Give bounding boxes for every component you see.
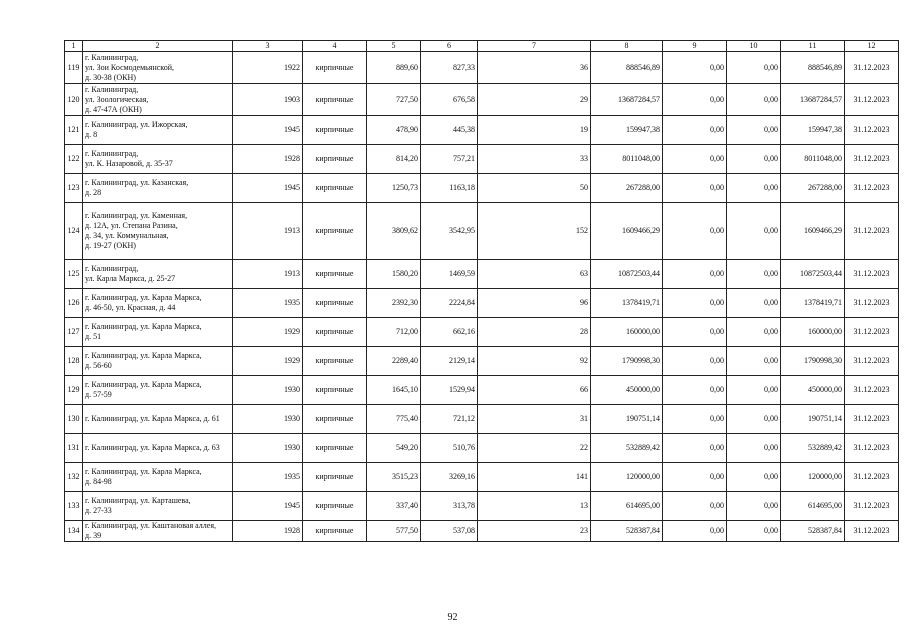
residents-cell: 36	[478, 52, 591, 84]
amount-total-cell: 8011048,00	[781, 145, 845, 174]
amount-cell: 0,00	[727, 52, 781, 84]
amount-total-cell: 1790998,30	[781, 347, 845, 376]
row-number: 124	[65, 203, 83, 260]
date-cell: 31.12.2023	[845, 405, 899, 434]
area-total-cell: 3515,23	[367, 463, 421, 492]
column-header: 10	[727, 41, 781, 52]
table-row	[65, 463, 899, 492]
amount-total-cell: 267288,00	[781, 174, 845, 203]
year-cell: 1913	[233, 260, 303, 289]
material-cell: кирпичные	[303, 52, 367, 84]
table-row	[65, 347, 899, 376]
amount-cell: 0,00	[727, 463, 781, 492]
area-total-cell: 814,20	[367, 145, 421, 174]
amount-cell: 0,00	[663, 347, 727, 376]
row-number: 123	[65, 174, 83, 203]
amount-total-cell: 159947,38	[781, 116, 845, 145]
area-living-cell: 445,38	[421, 116, 478, 145]
amount-cell: 0,00	[663, 318, 727, 347]
date-cell: 31.12.2023	[845, 318, 899, 347]
row-number: 131	[65, 434, 83, 463]
date-cell: 31.12.2023	[845, 52, 899, 84]
material-cell: кирпичные	[303, 260, 367, 289]
area-total-cell: 478,90	[367, 116, 421, 145]
amount-cell: 0,00	[663, 521, 727, 542]
row-number: 129	[65, 376, 83, 405]
table-row	[65, 84, 899, 116]
row-number: 127	[65, 318, 83, 347]
amount-cell: 13687284,57	[591, 84, 663, 116]
amount-cell: 0,00	[727, 203, 781, 260]
column-header: 11	[781, 41, 845, 52]
amount-cell: 0,00	[663, 289, 727, 318]
row-number: 122	[65, 145, 83, 174]
amount-cell: 0,00	[663, 145, 727, 174]
area-total-cell: 1580,20	[367, 260, 421, 289]
amount-cell: 528387,84	[591, 521, 663, 542]
column-header: 9	[663, 41, 727, 52]
amount-cell: 0,00	[663, 463, 727, 492]
area-total-cell: 1250,73	[367, 174, 421, 203]
amount-cell: 0,00	[663, 116, 727, 145]
residents-cell: 23	[478, 521, 591, 542]
residents-cell: 13	[478, 492, 591, 521]
table-row	[65, 52, 899, 84]
material-cell: кирпичные	[303, 463, 367, 492]
table-row	[65, 521, 899, 542]
row-number: 125	[65, 260, 83, 289]
date-cell: 31.12.2023	[845, 434, 899, 463]
amount-total-cell: 1609466,29	[781, 203, 845, 260]
year-cell: 1935	[233, 289, 303, 318]
column-header: 12	[845, 41, 899, 52]
table-row	[65, 289, 899, 318]
amount-total-cell: 190751,14	[781, 405, 845, 434]
amount-total-cell: 120000,00	[781, 463, 845, 492]
column-header: 7	[478, 41, 591, 52]
row-number: 121	[65, 116, 83, 145]
row-number: 132	[65, 463, 83, 492]
date-cell: 31.12.2023	[845, 463, 899, 492]
amount-cell: 0,00	[727, 174, 781, 203]
material-cell: кирпичные	[303, 203, 367, 260]
amount-cell: 1790998,30	[591, 347, 663, 376]
amount-cell: 267288,00	[591, 174, 663, 203]
table-row	[65, 405, 899, 434]
residents-cell: 63	[478, 260, 591, 289]
row-number: 128	[65, 347, 83, 376]
residents-cell: 29	[478, 84, 591, 116]
year-cell: 1945	[233, 492, 303, 521]
amount-cell: 0,00	[727, 376, 781, 405]
area-living-cell: 662,16	[421, 318, 478, 347]
residents-cell: 33	[478, 145, 591, 174]
amount-cell: 0,00	[727, 84, 781, 116]
column-header: 5	[367, 41, 421, 52]
table-row	[65, 145, 899, 174]
amount-cell: 0,00	[727, 405, 781, 434]
row-number: 134	[65, 521, 83, 542]
amount-cell: 0,00	[727, 492, 781, 521]
table-row	[65, 203, 899, 260]
amount-total-cell: 10872503,44	[781, 260, 845, 289]
area-total-cell: 727,50	[367, 84, 421, 116]
amount-cell: 0,00	[663, 376, 727, 405]
date-cell: 31.12.2023	[845, 84, 899, 116]
year-cell: 1945	[233, 174, 303, 203]
area-living-cell: 676,58	[421, 84, 478, 116]
material-cell: кирпичные	[303, 84, 367, 116]
year-cell: 1928	[233, 145, 303, 174]
area-living-cell: 3542,95	[421, 203, 478, 260]
area-living-cell: 1163,18	[421, 174, 478, 203]
amount-cell: 0,00	[663, 405, 727, 434]
area-living-cell: 313,78	[421, 492, 478, 521]
address-cell: г. Калининград, ул. Карла Маркса, д. 61	[83, 405, 233, 434]
amount-total-cell: 532889,42	[781, 434, 845, 463]
amount-cell: 120000,00	[591, 463, 663, 492]
amount-total-cell: 450000,00	[781, 376, 845, 405]
year-cell: 1913	[233, 203, 303, 260]
amount-cell: 614695,00	[591, 492, 663, 521]
amount-cell: 0,00	[727, 521, 781, 542]
amount-cell: 0,00	[663, 84, 727, 116]
address-cell: г. Калининград, ул. Карла Маркса, д. 57-59	[83, 376, 233, 405]
amount-cell: 10872503,44	[591, 260, 663, 289]
date-cell: 31.12.2023	[845, 289, 899, 318]
material-cell: кирпичные	[303, 376, 367, 405]
row-number: 126	[65, 289, 83, 318]
date-cell: 31.12.2023	[845, 203, 899, 260]
material-cell: кирпичные	[303, 492, 367, 521]
year-cell: 1945	[233, 116, 303, 145]
table-row	[65, 492, 899, 521]
amount-cell: 1378419,71	[591, 289, 663, 318]
residents-cell: 50	[478, 174, 591, 203]
year-cell: 1922	[233, 52, 303, 84]
column-header: 1	[65, 41, 83, 52]
address-cell: г. Калининград, ул. Карла Маркса, д. 63	[83, 434, 233, 463]
address-cell: г. Калининград, ул. Карла Маркса, д. 25-27	[83, 260, 233, 289]
address-cell: г. Калининград, ул. Зои Космодемьянской, д. 30-38 (ОКН)	[83, 52, 233, 84]
area-total-cell: 2289,40	[367, 347, 421, 376]
residents-cell: 96	[478, 289, 591, 318]
residents-cell: 22	[478, 434, 591, 463]
amount-cell: 1609466,29	[591, 203, 663, 260]
table-row	[65, 318, 899, 347]
table-row	[65, 174, 899, 203]
area-total-cell: 889,60	[367, 52, 421, 84]
year-cell: 1935	[233, 463, 303, 492]
amount-cell: 0,00	[727, 260, 781, 289]
residents-cell: 66	[478, 376, 591, 405]
material-cell: кирпичные	[303, 347, 367, 376]
column-header: 6	[421, 41, 478, 52]
amount-cell: 0,00	[663, 492, 727, 521]
table-row	[65, 116, 899, 145]
amount-cell: 450000,00	[591, 376, 663, 405]
amount-cell: 160000,00	[591, 318, 663, 347]
material-cell: кирпичные	[303, 145, 367, 174]
area-living-cell: 510,76	[421, 434, 478, 463]
residents-cell: 31	[478, 405, 591, 434]
row-number: 119	[65, 52, 83, 84]
residents-cell: 141	[478, 463, 591, 492]
date-cell: 31.12.2023	[845, 347, 899, 376]
area-living-cell: 1529,94	[421, 376, 478, 405]
amount-cell: 0,00	[727, 434, 781, 463]
material-cell: кирпичные	[303, 318, 367, 347]
amount-cell: 532889,42	[591, 434, 663, 463]
year-cell: 1903	[233, 84, 303, 116]
amount-cell: 0,00	[727, 347, 781, 376]
date-cell: 31.12.2023	[845, 260, 899, 289]
amount-cell: 0,00	[727, 145, 781, 174]
row-number: 133	[65, 492, 83, 521]
area-total-cell: 3809,62	[367, 203, 421, 260]
address-cell: г. Калининград, ул. Каменная, д. 12А, ул. Степана Разина, д. 34, ул. Коммунальная, д. 19-27 (ОКН)	[83, 203, 233, 260]
amount-cell: 888546,89	[591, 52, 663, 84]
material-cell: кирпичные	[303, 434, 367, 463]
residents-cell: 28	[478, 318, 591, 347]
year-cell: 1930	[233, 376, 303, 405]
residents-cell: 92	[478, 347, 591, 376]
address-cell: г. Калининград, ул. Каштановая аллея, д. 39	[83, 521, 233, 542]
date-cell: 31.12.2023	[845, 116, 899, 145]
residents-cell: 152	[478, 203, 591, 260]
area-total-cell: 2392,30	[367, 289, 421, 318]
amount-cell: 0,00	[663, 52, 727, 84]
amount-cell: 190751,14	[591, 405, 663, 434]
column-header: 8	[591, 41, 663, 52]
date-cell: 31.12.2023	[845, 521, 899, 542]
amount-total-cell: 614695,00	[781, 492, 845, 521]
year-cell: 1929	[233, 347, 303, 376]
area-living-cell: 721,12	[421, 405, 478, 434]
area-total-cell: 712,00	[367, 318, 421, 347]
amount-total-cell: 888546,89	[781, 52, 845, 84]
column-header: 2	[83, 41, 233, 52]
amount-cell: 8011048,00	[591, 145, 663, 174]
address-cell: г. Калининград, ул. К. Назаровой, д. 35-37	[83, 145, 233, 174]
register-table	[64, 40, 899, 542]
amount-total-cell: 1378419,71	[781, 289, 845, 318]
address-cell: г. Калининград, ул. Карла Маркса, д. 84-98	[83, 463, 233, 492]
area-living-cell: 2224,84	[421, 289, 478, 318]
header-row	[65, 41, 899, 52]
material-cell: кирпичные	[303, 174, 367, 203]
area-living-cell: 2129,14	[421, 347, 478, 376]
year-cell: 1930	[233, 434, 303, 463]
amount-cell: 0,00	[727, 318, 781, 347]
residents-cell: 19	[478, 116, 591, 145]
material-cell: кирпичные	[303, 289, 367, 318]
area-total-cell: 549,20	[367, 434, 421, 463]
row-number: 130	[65, 405, 83, 434]
material-cell: кирпичные	[303, 116, 367, 145]
column-header: 3	[233, 41, 303, 52]
year-cell: 1930	[233, 405, 303, 434]
area-living-cell: 537,08	[421, 521, 478, 542]
amount-total-cell: 528387,84	[781, 521, 845, 542]
area-living-cell: 757,21	[421, 145, 478, 174]
row-number: 120	[65, 84, 83, 116]
amount-cell: 0,00	[663, 174, 727, 203]
amount-cell: 0,00	[663, 434, 727, 463]
address-cell: г. Калининград, ул. Карла Маркса, д. 56-60	[83, 347, 233, 376]
column-header: 4	[303, 41, 367, 52]
address-cell: г. Калининград, ул. Карла Маркса, д. 46-50, ул. Красная, д. 44	[83, 289, 233, 318]
amount-cell: 0,00	[727, 116, 781, 145]
date-cell: 31.12.2023	[845, 376, 899, 405]
page-number: 92	[447, 612, 458, 623]
date-cell: 31.12.2023	[845, 145, 899, 174]
area-total-cell: 775,40	[367, 405, 421, 434]
date-cell: 31.12.2023	[845, 492, 899, 521]
material-cell: кирпичные	[303, 405, 367, 434]
address-cell: г. Калининград, ул. Карла Маркса, д. 51	[83, 318, 233, 347]
amount-cell: 0,00	[663, 203, 727, 260]
table-row	[65, 434, 899, 463]
material-cell: кирпичные	[303, 521, 367, 542]
address-cell: г. Калининград, ул. Ижорская, д. 8	[83, 116, 233, 145]
amount-cell: 0,00	[727, 289, 781, 318]
address-cell: г. Калининград, ул. Карташева, д. 27-33	[83, 492, 233, 521]
area-total-cell: 577,50	[367, 521, 421, 542]
amount-cell: 159947,38	[591, 116, 663, 145]
amount-total-cell: 160000,00	[781, 318, 845, 347]
date-cell: 31.12.2023	[845, 174, 899, 203]
area-living-cell: 3269,16	[421, 463, 478, 492]
area-living-cell: 827,33	[421, 52, 478, 84]
address-cell: г. Калининград, ул. Зоологическая, д. 47-47А (ОКН)	[83, 84, 233, 116]
amount-total-cell: 13687284,57	[781, 84, 845, 116]
table-row	[65, 376, 899, 405]
area-living-cell: 1469,59	[421, 260, 478, 289]
year-cell: 1929	[233, 318, 303, 347]
amount-cell: 0,00	[663, 260, 727, 289]
area-total-cell: 1645,10	[367, 376, 421, 405]
address-cell: г. Калининград, ул. Казанская, д. 28	[83, 174, 233, 203]
table-row	[65, 260, 899, 289]
area-total-cell: 337,40	[367, 492, 421, 521]
year-cell: 1928	[233, 521, 303, 542]
